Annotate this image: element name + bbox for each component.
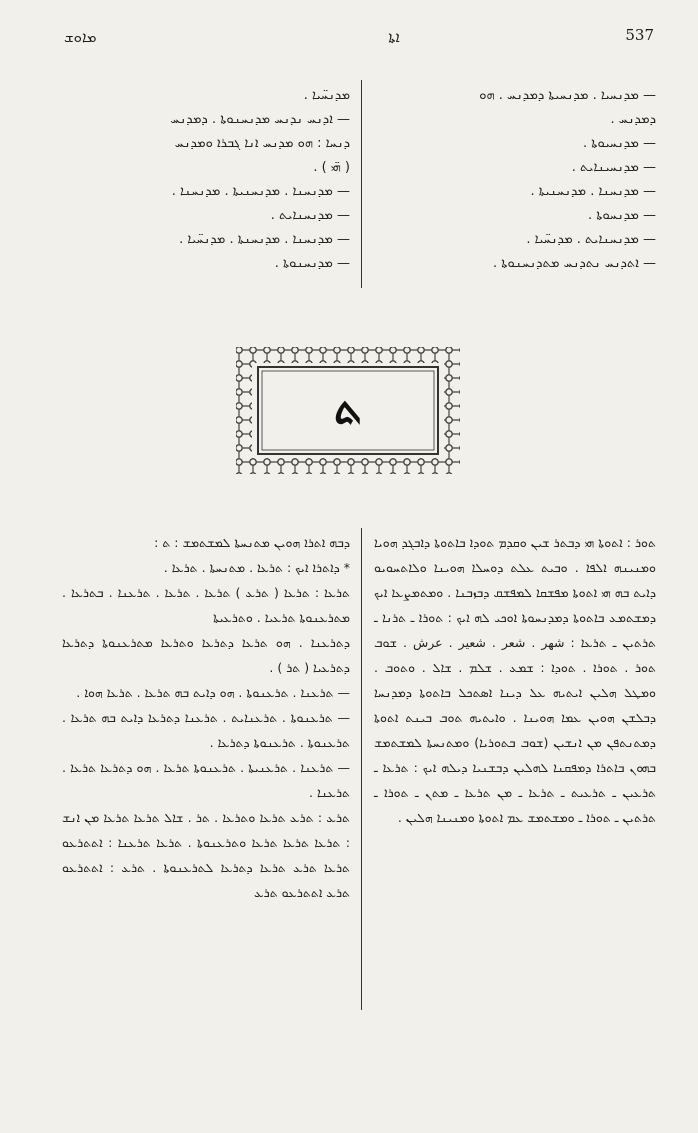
body-left-column — [62, 530, 350, 905]
entry-line: — ܡܕܢܚܢܐ . ܡܕܢܚܢܝܬܐ . — [530, 184, 656, 199]
paragraph: — ܬܪܥܢܐ . ܬܪܥܢܘܬܐ . ܗܘ ܕܐܝܬ ܒܗ ܬܪܥܐ . ܬܪܥܐ ܗܘܐ . — [76, 685, 350, 700]
top-left-column — [62, 84, 350, 276]
paragraph: — ܬܪܥܢܘܬܐ . ܬܪܥܢܐܝܬ . ܬܪܥܢܐ ܕܬܪܥܐ ܕܐܝܬ ܒܗ ܬܪܥܐ . ܬܪܥܢܘܬܐ . ܬܪܥܢܘܬܐ ܕܬܪܥܐ . — [62, 710, 350, 750]
entry-line: ܡܕܢܚ̈ܝܐ . — [303, 88, 350, 103]
page-number: 537 — [625, 26, 654, 44]
entry-line: ܕܢܚܐ : ܗܘ ܡܕܢܚ ܐܢܐ ܓܒܪܐ ܘܡܕܢܚ — [174, 136, 350, 151]
body-right-column — [374, 530, 656, 830]
entry-line: — ܐܬܕܢܚ ܢܬܕܢܚ ܡܬܕܢܚܢܘܬܐ . — [493, 256, 656, 271]
entry-line: ( ܗ̈ܝ ) . — [313, 160, 350, 175]
running-head-left: ܡܐܘܫ — [64, 28, 97, 46]
entry-line: — ܡܕܢܚܢܐܝܬ . — [270, 208, 350, 223]
paragraph: ܬܪܥ : ܬܪܥ ܬܪܥܐ ܘܬܪܥܐ . ܬܪ . ܫܐܠ ܬܪܥܐ ܬܪܥܐ ܡܢ ܐܢܫ : ܬܪܥܐ ܬܪܥܐ ܬܪܥܐ ܘܬܪܥܢܘܬܐ . ܬܪܥܐ ܬܪܥܢܐ : ܐܬܬܪܥܘ ܬܪܥܐ ܬܪܥ ܬܪܥܐ ܕܬܪܥܐ ܠܬܪܥܢܘܬܐ . ܬܪܥ : ܐܬܬܪܥܘ ܬܪܥ ܐܬܬܪܥܘ ܬܪܥ — [62, 810, 350, 900]
page-header — [64, 24, 654, 52]
paragraph: ܬܘܪ : ܐܬܘܬܐ ܗܝ ܕܒܬܪ ܫܝܢ ܘܩܕܡ ܬܘܕܐ ܒܐܬܘܬܐ ܕܐܒܓܕ ܗܘܝܐ ܘܡܢܝܢܗ ܐܠܦܐ . ܘܒܝܬ ܥܠܬ ܕܘܚܠܐ ܗܘܝܢܐ ܘܠܐܬܚܘܝܘ ܕܐܝܬ ܒܗ ܗܝ ܐܬܘܬܐ ܡܦܫܩܐ ܠܡܦܫܩ ܕܒܙܒܢܐ . ܘܡܬܡܨܥܐ ܐܝܟ ܕܡܫܬܡܥ ܒܐܬܘܬܐ ܕܡܕܢܚܘܬܐ ܐܘܟܝ ܠܗ ܐܝܟ : ܬܘܪܐ ـ ܬܪܢܐ ـ ܬܪܬܝܢ ـ ܬܪܥܐ : شهر . شعر . شعير . عرش . ܫܘܒ ܬܘܪ . ܬܘܪܐ . ܬܘܕܐ : ܫܡܥ . ܫܠܡ . ܫܐܠ . ܘܬܘܒ . ܘܡܛܠ ܗܠܝܢ ܐܝܬܝܗ ܥܠ ܕܝܢܐ ܐܣܬܟܠ ܒܐܬܘܬܐ ܕܡܕܢܚܐ ܕܒܠܫܢ ܗܘܝܢ ܥܡܐ ܗܘܝܢܐ . ܘܐܝܬܝܗ ܬܘܒ ܒܝܢܬ ܐܬܘܬܐ ܕܡܬܢܬܦܢ ܡܢ ܐܢܫܝܢ (ܫܘܒ ܒܬܘܪܝܐ) ܘܡܬܢܚܬܐ ܠܡܫܬܡܫ ܒܗܘܢ ܒܐܬܪܐ ܕܡܦܩܢܐ ܠܗܠܝܢ ܕܒܫܢܝܐ ܕܝܠܗ ܐܝܟ : ܬܪܥܐ ـ ܬܪܥܝܢ ـ ܬܪܥܝܬ ـ ܬܪܥܐ ـ ܡܢ ܬܪܥܐ ـ ܡܬܢ ـ ܬܘܪܐ ـ ܬܪܬܝܢ ـ ܬܘܪܐ ـ ܘܡܫܬܡܫ ܥܡ ܐܬܘܬܐ ܘܡܢܝܢܐ ܗܠܝܢ . — [374, 535, 656, 825]
running-head-center: ܐܬܐ — [388, 28, 400, 46]
entry-line: — ܡܕܢܚܢܐ . ܡܕܢܚܢܬܐ . ܡܕܢܚ̈ܝܐ . — [179, 232, 350, 247]
entry-line: — ܡܕܢܚܢܐܝܬ . ܡܕܢܚ̈ܝܐ . — [526, 232, 656, 247]
letter-ornament — [232, 343, 464, 478]
top-right-column — [370, 84, 656, 276]
column-divider-top — [361, 80, 362, 288]
paragraph: ܬܪܥܐ : ܬܪܥܐ ( ܬܪܥ ) ܬܪܥܐ . ܬܪܥܐ . ܬܪܥܢܐ . ܒܬܪܥܐ . ܡܬܪܥܢܘܬܐ ܬܪܥܝܐ . ܘܬܪܥܝܬܐ — [62, 585, 350, 625]
column-divider-body — [361, 528, 362, 1010]
entry-line: — ܐܕܢܚ ܢܕܢܚ ܡܕܢܚܢܘܬܐ . ܕܡܕܢܚ — [170, 112, 350, 127]
entry-line: — ܡܕܢܚܢܐ . ܡܕܢܚܢܝܬܐ . ܡܕܢܚܢܐ . — [171, 184, 350, 199]
section-letter: ܬ — [333, 383, 363, 434]
entry-line: — ܡܕܢܚܝܐ . ܡܕܢܚܝܬܐ ܕܡܕܢܚ . ܗܘ — [479, 88, 656, 103]
paragraph: * ܕܐܬܪܐ ܐܝܟ : ܬܪܥܐ . ܡܬܢܚܬܐ . ܬܪܥܐ . — [163, 560, 350, 575]
paragraph: ܕܬܪܥܢܐ . ܗܘ ܬܪܥܐ ܕܬܪܥܐ ܘܬܪܥܐ ܡܬܪܥܢܘܬܐ ܕܬܪܥܐ ܕܬܪܥܝܐ ( ܬܪ ) . — [62, 635, 350, 675]
paragraph: ܕܒܗ ܐܬܪܐ ܗܘܝܢ ܡܬܢܚܬܐ ܠܡܫܬܡܫ : ܬ : — [154, 535, 350, 550]
entry-line: — ܡܕܢܚܢܘܬܐ . — [274, 256, 350, 271]
entry-line: — ܡܕܢܚܝܢܐܝܬ . — [571, 160, 656, 175]
entry-line: ܕܡܕܢܚ . — [610, 112, 656, 127]
entry-line: — ܡܕܢܚܝܘܬܐ . — [583, 136, 656, 151]
paragraph: — ܬܪܥܢܐ . ܬܪܥܢܝܬܐ . ܬܪܥܢܘܬܐ ܬܪܥܐ . ܗܘ ܕܬܪܥܐ ܬܪܥܐ . ܬܪܥܢܐ . — [62, 760, 350, 800]
entry-line: — ܡܕܢܚܘܬܐ . — [588, 208, 656, 223]
